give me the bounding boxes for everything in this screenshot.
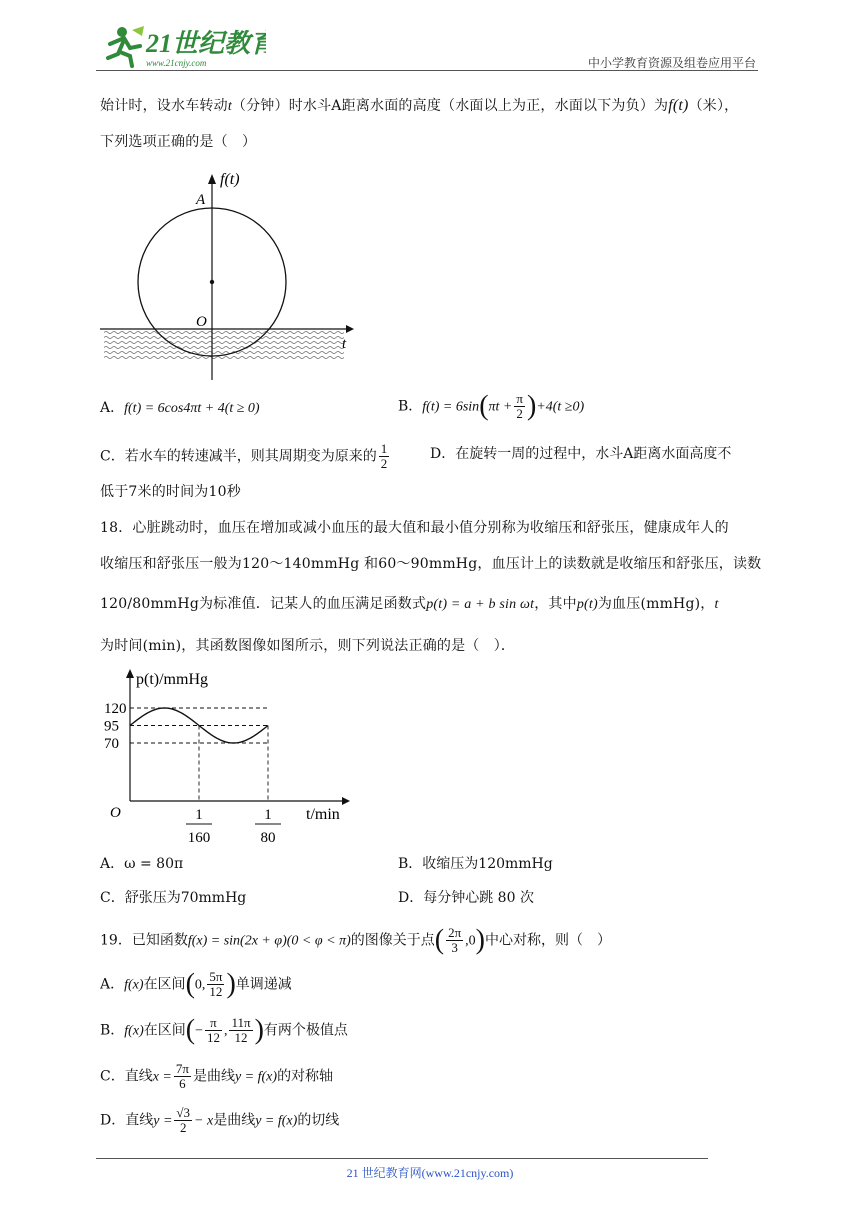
site-logo: [96, 22, 266, 70]
q18-line4: 为时间(min)，其函数图像如图所示，则下列说法正确的是（ ）．: [100, 638, 516, 654]
x-axis-label: t/min: [306, 806, 340, 823]
q19-option-c-label: C．直线: [100, 1068, 153, 1085]
y-tick-95: 95: [104, 718, 119, 735]
q17-option-b-mid: πt +: [488, 399, 513, 415]
q17-option-d[interactable]: D．在旋转一周的过程中，水斗A距离水面高度不: [430, 446, 732, 462]
q19-option-d-den: 2: [179, 1120, 187, 1135]
logo-runner-icon: [96, 22, 266, 70]
q19-option-a[interactable]: A．f(x)在区间(0, $\frac{5\pi}{12}$ )单调递减: [100, 968, 292, 1000]
x-tick-num-1: 1: [264, 807, 272, 823]
q18-line3-t: t: [714, 597, 719, 612]
q19-option-c-num: 7π: [175, 1061, 189, 1076]
q19-stem-func: f(x) = sin(2x + φ)(0 < φ < π): [187, 933, 351, 949]
x-tick-den-0: 160: [187, 830, 211, 846]
y-tick-70: 70: [104, 736, 119, 752]
q17-option-a[interactable]: [100, 396, 260, 421]
q17-text-a: 始计时，设水车转动: [100, 98, 228, 114]
q19-option-b-num2: 11π: [231, 1015, 251, 1030]
q19-point-num: 2π: [448, 925, 462, 940]
q17-text-b: （分钟）时水斗A距离水面的高度（水面以上为正，水面以下为负）为: [231, 98, 669, 114]
q19-option-b[interactable]: B．f(x)在区间(− $\frac{\pi}{12}$ , $\frac{11\pi}{12}$ )有两个极值点: [100, 1014, 348, 1046]
header-divider: [96, 70, 758, 71]
header-right-text: 中小学教育资源及组卷应用平台: [587, 56, 756, 70]
t-axis-arrow-icon: [346, 325, 354, 333]
q17-line1: [100, 92, 768, 121]
q19-option-a-den: 12: [209, 984, 223, 999]
q19-option-c[interactable]: [100, 1062, 333, 1091]
q17-var-t: t: [227, 99, 232, 114]
blood-pressure-chart: [96, 664, 366, 854]
y-axis-label: p(t)/mmHg: [136, 671, 208, 688]
q19-option-c-b: 是曲线: [192, 1068, 235, 1085]
q19-option-d-b: 是曲线: [213, 1112, 256, 1129]
q17-text-c: （米），: [688, 98, 739, 114]
q19-option-b-func: f(x): [124, 1023, 144, 1039]
x-axis-arrow-icon: [342, 797, 350, 805]
footer-divider: [96, 1158, 708, 1159]
q19-option-c-den: 6: [179, 1076, 186, 1091]
q19-stem: 19．已知函数f(x) = sin(2x + φ)(0 < φ < π)的图像关于点( $\frac{2\pi}{3}$ ,0)中心对称，则（ ）: [100, 924, 611, 956]
origin-label: O: [196, 314, 207, 330]
q18-line3: [100, 590, 768, 619]
q17-option-c-den: 2: [380, 456, 388, 471]
q17-option-b[interactable]: B．f(t) = 6sin(πt + $\frac{\pi}{2}$ )+4(t ≥0): [398, 390, 585, 422]
q17-option-b-label: B．: [398, 398, 423, 415]
q18-option-b[interactable]: B．收缩压为120mmHg: [398, 856, 553, 872]
q17-option-c-text: C．若水车的转速减半，则其周期变为原来的: [100, 448, 377, 465]
q19-option-a-num: 5π: [209, 969, 223, 984]
q19-stem-b: 的图像关于点: [350, 932, 435, 949]
q19-option-d-y: y =: [153, 1113, 173, 1129]
q18-line3-func: p(t) = a + b sin ωt: [426, 597, 535, 612]
q19-stem-a: 19．已知函数: [100, 932, 188, 949]
q19-option-b-den1: 12: [206, 1030, 220, 1045]
y-axis-arrow-icon: [126, 669, 134, 678]
q17-line2: 下列选项正确的是（ ）: [100, 134, 257, 150]
q18-option-c[interactable]: C．舒张压为70mmHg: [100, 890, 247, 906]
f-axis-label: f(t): [220, 171, 240, 188]
q17-func: f(t): [668, 97, 689, 114]
x-tick-num-0: 1: [195, 807, 203, 823]
wheel-center-dot: [210, 280, 214, 284]
q17-option-b-post: +4(t ≥0): [536, 399, 585, 415]
q18-line3-c: 为血压(mmHg)，: [597, 596, 715, 612]
q19-option-b-c: 有两个极值点: [263, 1022, 348, 1039]
q19-point-den: 3: [451, 940, 458, 955]
q19-option-a-label: A．: [100, 976, 125, 993]
water-wheel-figure: [96, 160, 366, 385]
q18-line1: 18．心脏跳动时，血压在增加或减小血压的最大值和最小值分别称为收缩压和舒张压，健康成年人的: [100, 520, 729, 536]
q18-line3-b: ，其中: [534, 596, 577, 612]
q17-option-c-num: 1: [380, 441, 388, 456]
y-tick-120: 120: [104, 701, 127, 717]
footer-text[interactable]: 21 世纪教育网(www.21cnjy.com): [346, 1166, 514, 1180]
q19-option-b-b: 在区间: [143, 1022, 186, 1039]
q19-option-d[interactable]: [100, 1106, 339, 1135]
q18-option-d[interactable]: D．每分钟心跳 80 次: [398, 890, 534, 906]
q19-option-a-c: 单调递减: [235, 976, 292, 993]
q19-option-a-b: 在区间: [143, 976, 186, 993]
t-axis-label: t: [342, 336, 347, 352]
q19-option-d-c: 的切线: [297, 1112, 340, 1129]
q19-option-b-num1: π: [205, 1016, 222, 1031]
q17-option-b-pre: f(t) = 6sin: [422, 399, 480, 415]
q19-option-d-num: √3: [176, 1105, 191, 1120]
chart-origin-label: O: [110, 805, 121, 821]
q17-option-d-cont: 低于7米的时间为10秒: [100, 484, 241, 500]
point-a-label: A: [196, 192, 206, 208]
q19-option-a-func: f(x): [124, 977, 144, 993]
q18-line3-a: 120/80mmHg为标准值．记某人的血压满足函数式: [100, 596, 427, 612]
x-tick-den-1: 80: [260, 830, 276, 846]
f-axis-arrow-icon: [208, 174, 216, 184]
q17-option-a-label: A．: [100, 400, 125, 416]
q19-option-d-x: − x: [194, 1113, 214, 1129]
q18-option-a[interactable]: A．ω = 80π: [100, 856, 184, 872]
q19-option-b-den2: 12: [234, 1030, 248, 1045]
q17-option-c[interactable]: [100, 442, 391, 471]
q19-stem-c: 中心对称，则（ ）: [484, 932, 611, 949]
q19-option-c-func: y = f(x): [234, 1069, 278, 1085]
q17-option-a-formula: f(t) = 6cos4πt + 4(t ≥ 0): [124, 401, 260, 416]
q19-option-c-c: 的对称轴: [277, 1068, 334, 1085]
q18-line3-p: p(t): [576, 597, 598, 612]
logo-text: 21世纪教育: [146, 29, 266, 58]
logo-url: www.21cnjy.com: [146, 58, 207, 68]
q18-line2: 收缩压和舒张压一般为120～140mmHg 和60～90mmHg，血压计上的读数就是收缩压和舒张压，读数: [100, 556, 762, 572]
pressure-curve: [130, 708, 268, 743]
q19-option-d-func: y = f(x): [255, 1113, 298, 1129]
q19-option-d-label: D．直线: [100, 1112, 154, 1129]
q19-option-b-label: B．: [100, 1022, 125, 1039]
q19-option-c-x: x =: [152, 1069, 172, 1085]
